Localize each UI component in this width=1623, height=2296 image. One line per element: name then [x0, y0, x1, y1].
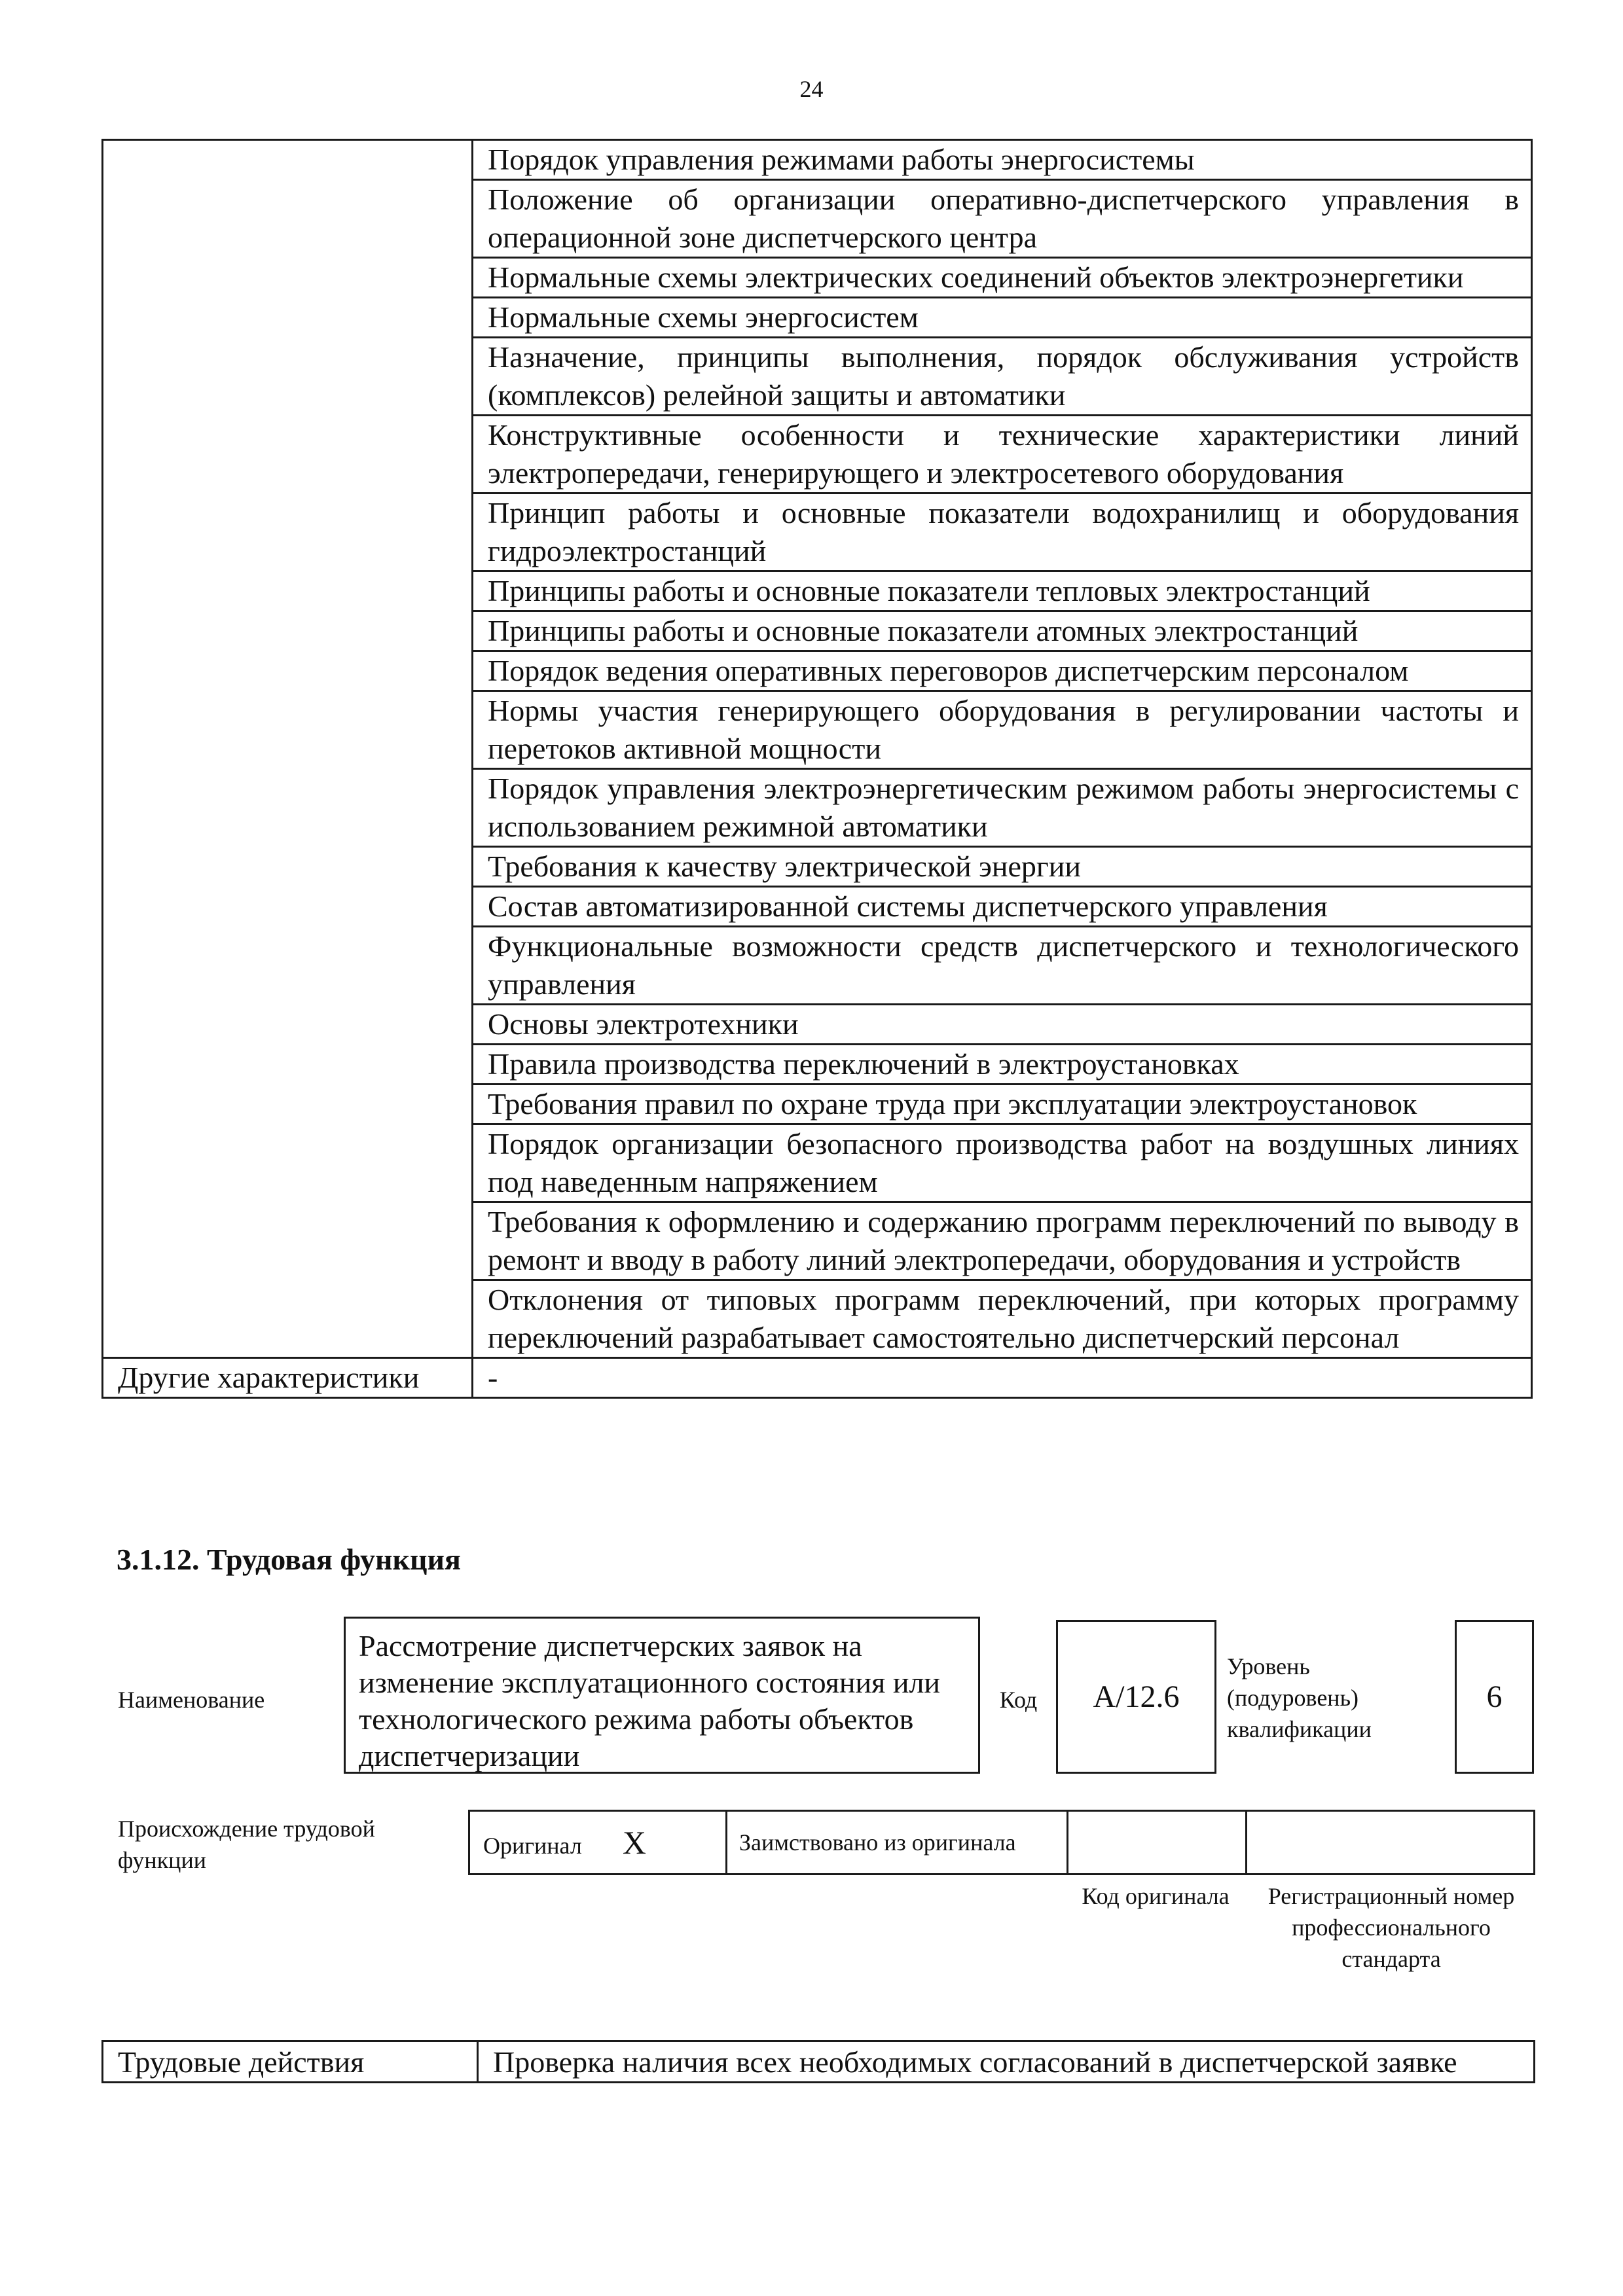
origin-original-cell [469, 1811, 727, 1874]
knowledge-item: Принцип работы и основные показатели водохранилищ и оборудования гидроэлектростанций [473, 493, 1532, 571]
knowledge-item: Требования к оформлению и содержанию программ переключений по выводу в ремонт и вводу в работу линий электропередачи, оборудования и устройств [473, 1202, 1532, 1280]
origin-label: Происхождение трудовой функции [118, 1816, 375, 1873]
function-name-value: Рассмотрение диспетчерских заявок на изменение эксплуатационного состояния или технологического режима работы объектов диспетчеризации [344, 1617, 980, 1774]
knowledge-item: Принципы работы и основные показатели тепловых электростанций [473, 571, 1532, 611]
knowledge-item: Нормальные схемы энергосистем [473, 298, 1532, 338]
original-mark: X [622, 1824, 646, 1861]
knowledge-label-cell [103, 140, 473, 1358]
knowledge-item: Конструктивные особенности и технические характеристики линий электропередачи, генерирующего и электросетевого оборудования [473, 416, 1532, 493]
original-label: Оригинал [483, 1833, 582, 1859]
knowledge-item: Отклонения от типовых программ переключений, при которых программу переключений разрабатывает самостоятельно диспетчерский персонал [473, 1280, 1532, 1358]
knowledge-item: Требования правил по охране труда при эксплуатации электроустановок [473, 1085, 1532, 1124]
knowledge-item: Порядок управления электроэнергетическим режимом работы энергосистемы с использованием режимной автоматики [473, 769, 1532, 847]
origin-table [468, 1810, 1535, 1875]
level-value: 6 [1455, 1620, 1534, 1774]
knowledge-table [101, 139, 1533, 1399]
reg-number-cell [1247, 1811, 1535, 1874]
knowledge-item: Назначение, принципы выполнения, порядок обслуживания устройств (комплексов) релейной защиты и автоматики [473, 338, 1532, 416]
knowledge-item: Нормы участия генерирующего оборудования в регулировании частоты и перетоков активной мощности [473, 691, 1532, 769]
labor-actions-row [103, 2041, 1535, 2083]
knowledge-item: Правила производства переключений в электроустановках [473, 1045, 1532, 1085]
knowledge-item: Порядок ведения оперативных переговоров диспетчерским персоналом [473, 651, 1532, 691]
other-characteristics-label: Другие характеристики [103, 1358, 473, 1398]
code-original-label: Код оригинала [1082, 1883, 1230, 1909]
other-characteristics-row [103, 1358, 1532, 1398]
knowledge-item: Состав автоматизированной системы диспетчерского управления [473, 887, 1532, 927]
knowledge-item: Порядок управления режимами работы энергосистемы [473, 140, 1532, 180]
knowledge-item: Функциональные возможности средств диспетчерского и технологического управления [473, 927, 1532, 1005]
knowledge-item: Требования к качеству электрической энергии [473, 847, 1532, 887]
knowledge-item: Порядок организации безопасного производства работ на воздушных линиях под наведенным напряжением [473, 1124, 1532, 1202]
reg-number-label: Регистрационный номер профессионального стандарта [1267, 1883, 1515, 1972]
knowledge-item: Нормальные схемы электрических соединений объектов электроэнергетики [473, 258, 1532, 298]
knowledge-item: Основы электротехники [473, 1005, 1532, 1045]
page-number: 24 [799, 76, 824, 102]
knowledge-item: Принципы работы и основные показатели атомных электростанций [473, 611, 1532, 651]
code-label: Код [999, 1687, 1038, 1713]
knowledge-item: Положение об организации оперативно-диспетчерского управления в операционной зоне диспетчерского центра [473, 180, 1532, 258]
function-code-value: A/12.6 [1056, 1620, 1216, 1774]
level-label: Уровень (подуровень) квалификации [1227, 1653, 1372, 1742]
borrowed-cell: Заимствовано из оригинала [727, 1811, 1068, 1874]
labor-action-item: Проверка наличия всех необходимых согласований в диспетчерской заявке [478, 2041, 1535, 2083]
labor-actions-table [101, 2040, 1535, 2083]
code-original-cell [1068, 1811, 1247, 1874]
other-characteristics-value: - [473, 1358, 1532, 1398]
section-title: 3.1.12. Трудовая функция [117, 1543, 461, 1576]
labor-actions-label: Трудовые действия [103, 2041, 478, 2083]
name-label: Наименование [118, 1687, 265, 1713]
table-row [103, 140, 1532, 180]
